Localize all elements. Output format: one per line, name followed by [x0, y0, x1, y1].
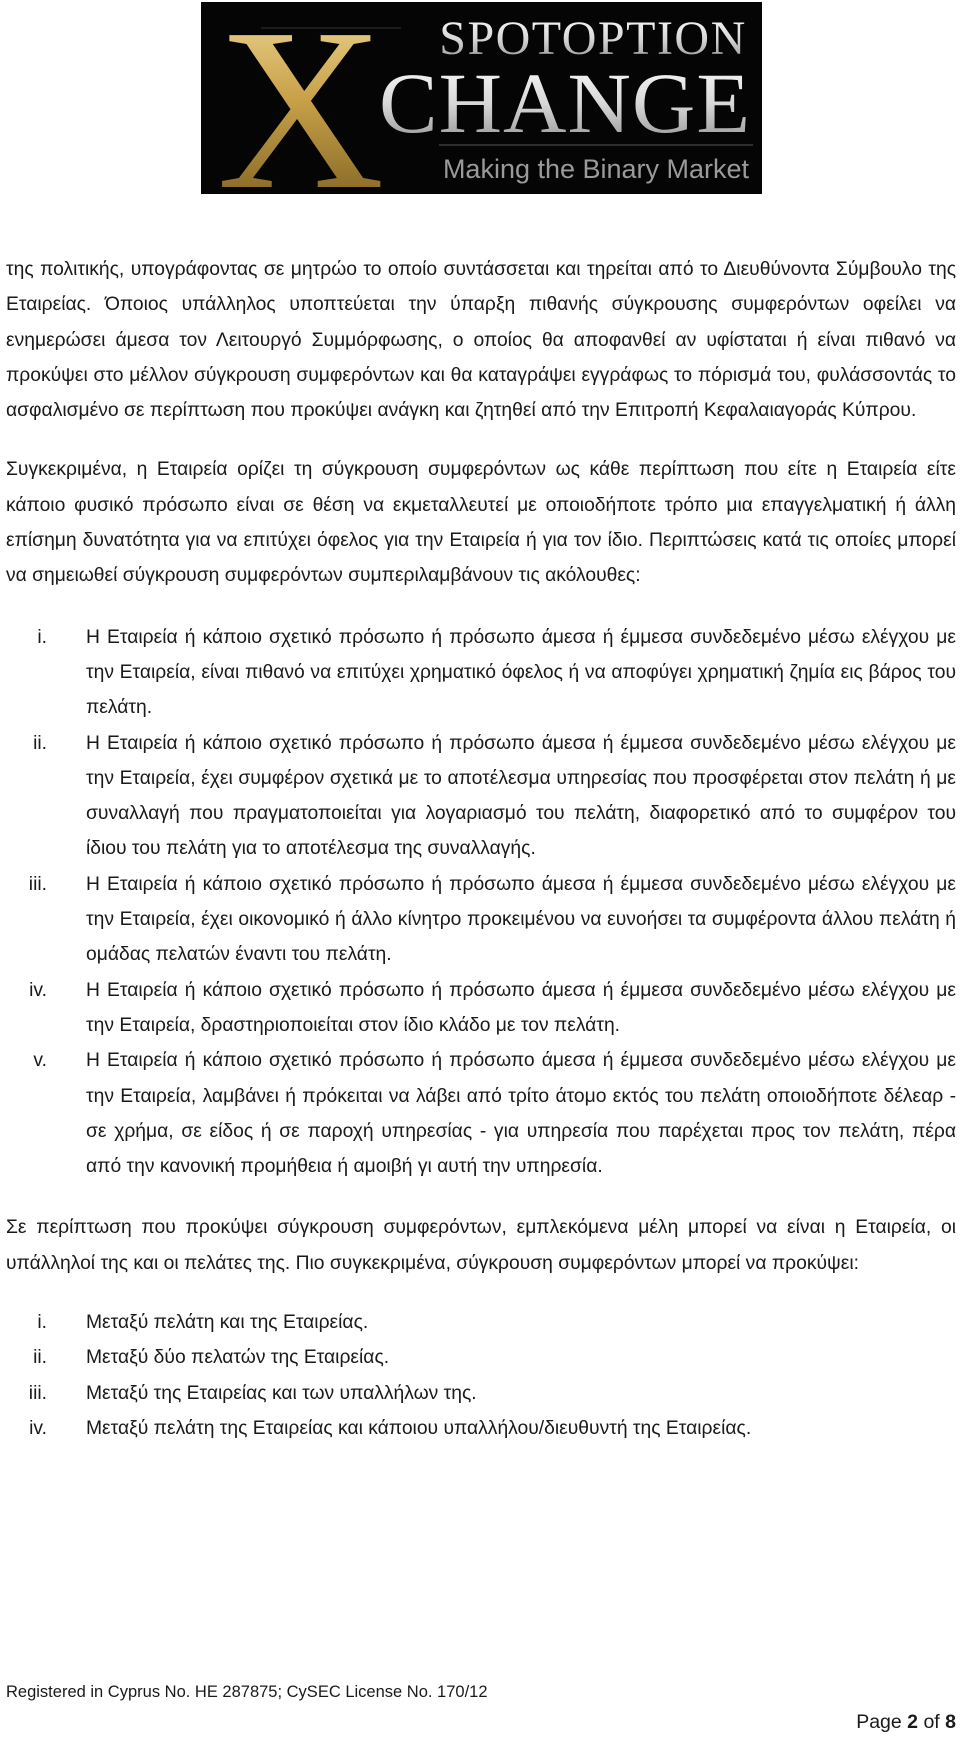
list-item — [6, 867, 956, 973]
list-item-text: Η Εταιρεία ή κάποιο σχετικό πρόσωπο ή πρόσωπο άμεσα ή έμμεσα συνδεδεμένο μέσω ελέγχου με την Εταιρεία, είναι πιθανό να επιτύχει χρηματικό όφελος ή να αποφύγει χρηματική ζημία εις βάρος του πελάτη. — [86, 626, 956, 719]
list-item-number: iii. — [28, 1382, 47, 1404]
logo-line2: CHANGE — [379, 55, 751, 151]
list-item — [6, 726, 956, 867]
conflict-cases-list — [6, 620, 956, 1185]
list-item-number: iv. — [29, 1417, 47, 1439]
list-item-text: Η Εταιρεία ή κάποιο σχετικό πρόσωπο ή πρόσωπο άμεσα ή έμμεσα συνδεδεμένο μέσω ελέγχου με την Εταιρεία, δραστηριοποιείται στον ίδιο κλάδο με τον πελάτη. — [86, 979, 956, 1036]
logo-graphic — [201, 2, 762, 194]
list-item-text: Η Εταιρεία ή κάποιο σχετικό πρόσωπο ή πρόσωπο άμεσα ή έμμεσα συνδεδεμένο μέσω ελέγχου με την Εταιρεία, λαμβάνει ή πρόκειται να λάβει από τρίτο άτομο εκτός του πελάτη οποιοδήποτε δέλεαρ - σε χρήμα, σε είδος ή σε παροχή υπηρεσίας - για υπηρεσία που παρέχεται προς τον πελάτη, πέρα από την κανονική προμήθεια ή αμοιβή γι αυτή την υπηρεσία. — [86, 1050, 956, 1178]
list-item-number: i. — [37, 626, 47, 648]
page-number — [856, 1711, 956, 1734]
list-item-number: iv. — [29, 979, 47, 1001]
list-item-number: v. — [33, 1050, 47, 1072]
page-of-label: of — [923, 1711, 940, 1733]
page-current: 2 — [907, 1711, 919, 1733]
list-item — [6, 620, 956, 726]
page-total: 8 — [945, 1711, 956, 1733]
logo-line1: SPOTOPTION — [439, 12, 747, 65]
list-item-text: Η Εταιρεία ή κάποιο σχετικό πρόσωπο ή πρόσωπο άμεσα ή έμμεσα συνδεδεμένο μέσω ελέγχου με την Εταιρεία, έχει οικονομικό ή άλλο κίνητρο προκειμένου να ευνοήσει τα συμφέροντα άλλου πελάτη ή ομάδας πελατών έναντι του πελάτη. — [86, 873, 956, 966]
list-item — [6, 1376, 956, 1411]
list-item-text: Η Εταιρεία ή κάποιο σχετικό πρόσωπο ή πρόσωπο άμεσα ή έμμεσα συνδεδεμένο μέσω ελέγχου με την Εταιρεία, έχει συμφέρον σχετικά με το αποτέλεσμα υπηρεσίας που προσφέρεται στον πελάτη ή με συναλλαγή που πραγματοποιείται για λογαριασμό του πελάτη, διαφορετικό από το συμφέρον του ίδιου του πελάτη για το αποτέλεσμα της συναλλαγής. — [86, 732, 956, 860]
company-logo — [201, 2, 762, 194]
list-item — [6, 973, 956, 1044]
list-item-text: Μεταξύ δύο πελατών της Εταιρείας. — [86, 1347, 390, 1369]
list-item-text: Μεταξύ πελάτη και της Εταιρείας. — [86, 1312, 369, 1334]
list-item-number: iii. — [28, 873, 47, 895]
conflict-parties-list — [6, 1305, 956, 1446]
paragraph-policy-register: της πολιτικής, υπογράφοντας σε μητρώο το οποίο συντάσσεται και τηρείται από το Διευθύνοντα Σύμβουλο της Εταιρείας. Όποιος υπάλληλος υποπτεύεται την ύπαρξη πιθανής σύγκρουσης συμφερόντων οφείλει να ενημερώσει άμεσα τον Λειτουργό Συμμόρφωσης, ο οποίος θα αποφανθεί αν υφίσταται ή είναι πιθανό να προκύψει στο μέλλον σύγκρουση συμφερόντων και θα καταγράψει εγγράφως το πόρισμά του, φυλάσσοντάς το ασφαλισμένο σε περίπτωση που προκύψει ανάγκη και ζητηθεί από την Επιτροπή Κεφαλαιαγοράς Κύπρου. — [6, 259, 956, 422]
list-item — [6, 1305, 956, 1340]
list-item-number: ii. — [33, 1347, 47, 1369]
list-item-number: ii. — [33, 732, 47, 754]
list-item-number: i. — [37, 1312, 47, 1334]
list-item-text: Μεταξύ πελάτη της Εταιρείας και κάποιου υπαλλήλου/διευθυντή της Εταιρείας. — [86, 1417, 752, 1439]
list-item — [6, 1411, 956, 1446]
list-item-text: Μεταξύ της Εταιρείας και των υπαλλήλων της. — [86, 1382, 477, 1404]
list-item — [6, 1340, 956, 1375]
paragraph-conflict-definition: Συγκεκριμένα, η Εταιρεία ορίζει τη σύγκρουση συμφερόντων ως κάθε περίπτωση που είτε η Εταιρεία είτε κάποιο φυσικό πρόσωπο είναι σε θέση να εκμεταλλευτεί με οποιοδήποτε τρόπο μια επαγγελματική ή άλλη επίσημη δυνατότητα για να επιτύχει όφελος για την Εταιρεία ή για τον ίδιο. Περιπτώσεις κατά τις οποίες μπορεί να σημειωθεί σύγκρουση συμφερόντων συμπεριλαμβάνουν τις ακόλουθες: — [6, 459, 956, 587]
paragraph-involved-parties: Σε περίπτωση που προκύψει σύγκρουση συμφερόντων, εμπλεκόμενα μέλη μπορεί να είναι η Εταιρεία, οι υπάλληλοί της και οι πελάτες της. Πιο συγκεκριμένα, σύγκρουση συμφερόντων μπορεί να προκύψει: — [6, 1217, 956, 1274]
logo-tagline: Making the Binary Market — [442, 154, 750, 184]
page-label: Page — [856, 1711, 902, 1733]
document-body — [6, 252, 956, 1446]
list-item — [6, 1043, 956, 1184]
footer-registration: Registered in Cyprus No. HE 287875; CySEC License No. 170/12 — [6, 1683, 488, 1701]
logo-big-x: X — [217, 2, 385, 194]
